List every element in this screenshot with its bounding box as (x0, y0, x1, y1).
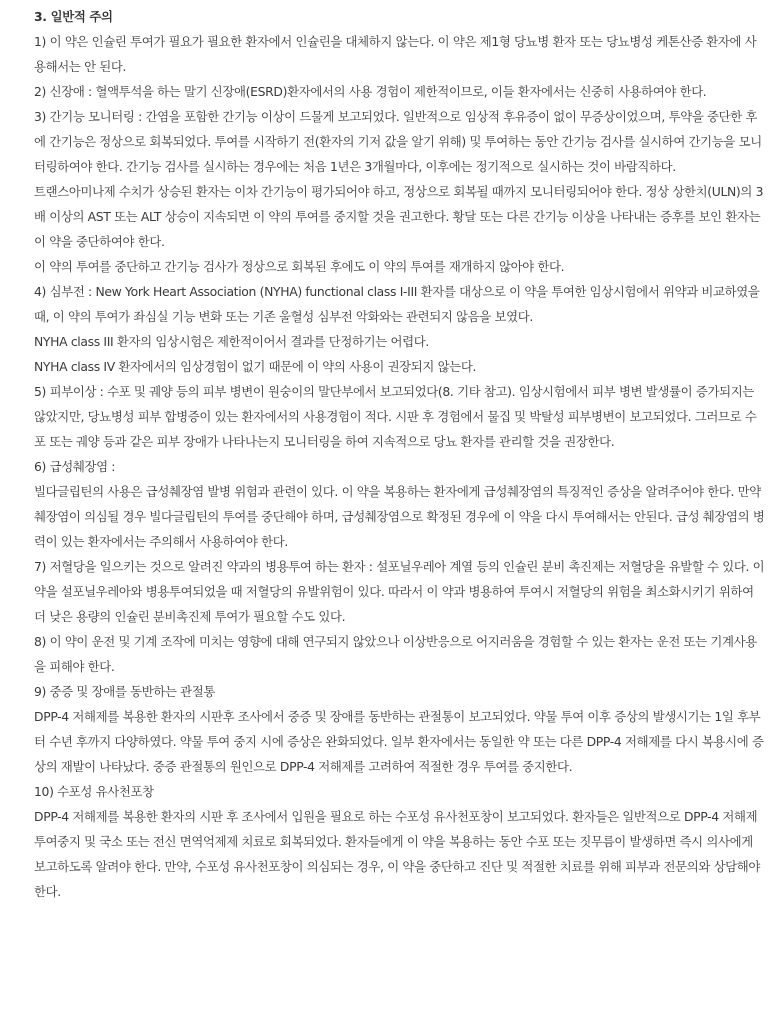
paragraph-nyha-class-3: NYHA class III 환자의 임상시험은 제한적이어서 결과를 단정하기는 어렵다. (34, 334, 429, 349)
paragraph-4-heart-failure: 4) 심부전 : New York Heart Association (NYHA) functional class I-III 환자를 대상으로 이 약을 투여한 임상시험에서 위약과 비교하였을 때, 이 약의 투여가 좌심실 기능 변화 또는 기존 울혈성 심부전 악화와는 관련되지 않음을 보였다. (34, 284, 760, 324)
paragraph-3-liver-monitoring: 3) 간기능 모니터링 : 간염을 포함한 간기능 이상이 드물게 보고되었다. 일반적으로 임상적 후유증이 없이 무증상이었으며, 투약을 중단한 후에 간기능은 정상으로 회복되었다. 투여를 시작하기 전(환자의 기저 값을 알기 위해) 및 투여하는 동안 간기능 검사를 실시하여 간기능을 모니터링하여야 한다. 간기능 검사를 실시하는 경우에는 처음 1년은 3개월마다, 이후에는 정기적으로 실시하는 것이 바람직하다. (34, 109, 762, 174)
paragraph-5-skin: 5) 피부이상 : 수포 및 궤양 등의 피부 병변이 원숭이의 말단부에서 보고되었다(8. 기타 참고). 임상시험에서 피부 병변 발생률이 증가되지는 않았지만, 당뇨병성 피부 합병증이 있는 환자에서의 사용경험이 적다. 시판 후 경험에서 물집 및 박탈성 피부병변이 보고되었다. 그러므로 수포 또는 궤양 등과 같은 피부 장애가 나타나는지 모니터링을 하여 지속적으로 당뇨 환자를 관리할 것을 권장한다. (34, 384, 757, 449)
paragraph-8-driving: 8) 이 약이 운전 및 기계 조작에 미치는 영향에 대해 연구되지 않았으나 이상반응으로 어지러움을 경험할 수 있는 환자는 운전 또는 기계사용을 피해야 한다. (34, 634, 757, 674)
paragraph-transaminase: 트랜스아미나제 수치가 상승된 환자는 이차 간기능이 평가되어야 하고, 정상으로 회복될 때까지 모니터링되어야 한다. 정상 상한치(ULN)의 3배 이상의 AST 또는 ALT 상승이 지속되면 이 약의 투여를 중지할 것을 권고한다. 황달 또는 다른 간기능 이상을 나타내는 증후를 보인 환자는 이 약을 중단하여야 한다. (34, 184, 764, 249)
paragraph-pemphigoid: DPP-4 저해제를 복용한 환자의 시판 후 조사에서 입원을 필요로 하는 수포성 유사천포창이 보고되었다. 환자들은 일반적으로 DPP-4 저해제 투여중지 및 국소 또는 전신 면역억제제 치료로 회복되었다. 환자들에게 이 약을 복용하는 동안 수포 또는 짓무름이 발생하면 즉시 의사에게 보고하도록 알려야 한다. 만약, 수포성 유사천포창이 의심되는 경우, 이 약을 중단하고 진단 및 적절한 치료를 위해 피부과 전문의와 상담해야 한다. (34, 809, 761, 899)
paragraph-6-pancreatitis-heading: 6) 급성췌장염 : (34, 459, 116, 474)
paragraph-liver-resume: 이 약의 투여를 중단하고 간기능 검사가 정상으로 회복된 후에도 이 약의 투여를 재개하지 않아야 한다. (34, 259, 565, 274)
paragraph-pancreatitis: 빌다글립틴의 사용은 급성췌장염 발병 위험과 관련이 있다. 이 약을 복용하는 환자에게 급성췌장염의 특징적인 증상을 알려주어야 한다. 만약 췌장염이 의심될 경우 빌다글립틴의 투여를 중단해야 하며, 급성췌장염으로 확정된 경우에 이 약을 다시 투여해서는 안된다. 급성 췌장염의 병력이 있는 환자에서는 주의해서 사용하여야 한다. (34, 484, 765, 549)
section-title: 3. 일반적 주의 (34, 9, 113, 24)
paragraph-10-pemphigoid-heading: 10) 수포성 유사천포창 (34, 784, 154, 799)
paragraph-2-renal: 2) 신장애 : 혈액투석을 하는 말기 신장애(ESRD)환자에서의 사용 경험이 제한적이므로, 이들 환자에서는 신중히 사용하여야 한다. (34, 84, 707, 99)
paragraph-1-insulin: 1) 이 약은 인슐린 투여가 필요가 필요한 환자에서 인슐린을 대체하지 않는다. 이 약은 제1형 당뇨병 환자 또는 당뇨병성 케톤산증 환자에 사용해서는 안 된다. (34, 34, 757, 74)
paragraph-arthralgia: DPP-4 저해제를 복용한 환자의 시판후 조사에서 중증 및 장애를 동반하는 관절통이 보고되었다. 약물 투여 이후 증상의 발생시기는 1일 후부터 수년 후까지 다양하였다. 약물 투여 중지 시에 증상은 완화되었다. 일부 환자에서는 동일한 약 또는 다른 DPP-4 저해제를 다시 복용시에 증상의 재발이 나타났다. 중증 관절통의 원인으로 DPP-4 저해제를 고려하여 적절한 경우 투여를 중지한다. (34, 709, 764, 774)
paragraph-9-arthralgia-heading: 9) 중증 및 장애를 동반하는 관절통 (34, 684, 216, 699)
paragraph-nyha-class-4: NYHA class IV 환자에서의 임상경험이 없기 때문에 이 약의 사용이 권장되지 않는다. (34, 359, 477, 374)
paragraph-7-hypoglycemia: 7) 저혈당을 일으키는 것으로 알려진 약과의 병용투여 하는 환자 : 설포닐우레아 계열 등의 인슐린 분비 촉진제는 저혈당을 유발할 수 있다. 이 약을 설포닐우레아와 병용투여되었을 때 저혈당의 유발위험이 있다. 따라서 이 약과 병용하여 투여시 저혈당의 위험을 최소화시키기 위하여 더 낮은 용량의 인슐린 분비촉진제 투여가 필요할 수도 있다. (34, 559, 765, 624)
